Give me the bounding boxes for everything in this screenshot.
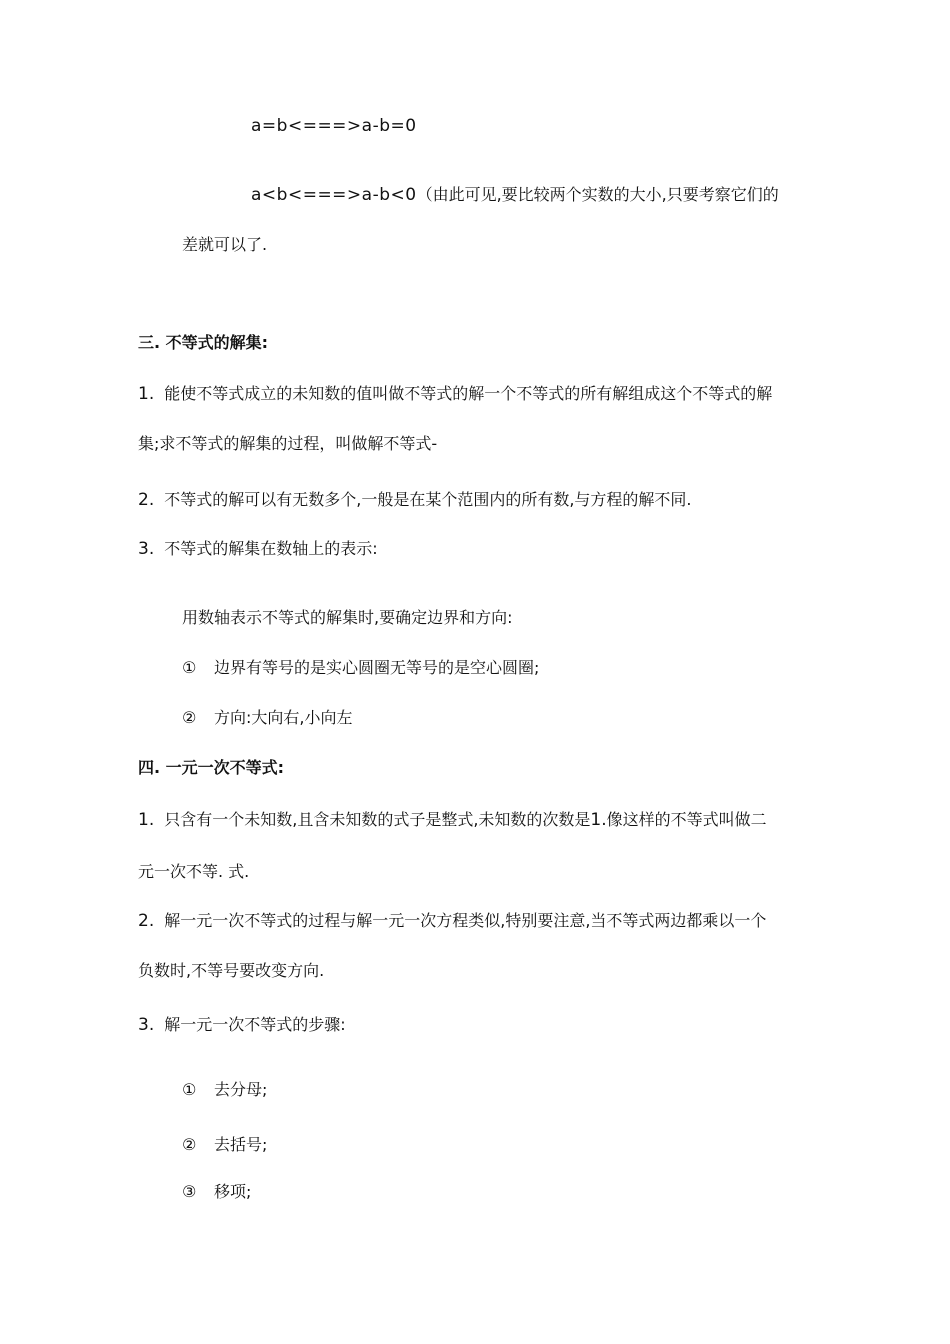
formula-equal: a=b<===>a-b=0	[251, 116, 417, 136]
item-number: 2.	[138, 911, 155, 931]
item-text: 解一元一次不等式的步骤:	[164, 1015, 346, 1034]
comparison-note: （由此可见,要比较两个实数的大小,只要考察它们的	[416, 185, 779, 204]
circled-number-1: ①	[182, 658, 197, 677]
item-text-end: 像这样的不等式叫做二	[606, 810, 767, 829]
circled-number-2: ②	[182, 1135, 197, 1154]
item-number: 3.	[138, 539, 155, 559]
step-1	[182, 1080, 267, 1100]
section-4-item-3	[138, 1015, 346, 1035]
sub-item-1	[182, 658, 539, 678]
formula-less-than: a<b<===>a-b<0	[251, 185, 417, 205]
section-4-item-1-continued: 元一次不等. 式.	[138, 862, 250, 881]
section-3-heading: 三. 不等式的解集:	[138, 333, 269, 352]
item-text: 只含有一个未知数,且含未知数的式子是整式,未知数的次数是	[164, 810, 591, 829]
item-text: 不等式的解可以有无数多个,一般是在某个范围内的所有数,与方程的解不同.	[164, 490, 692, 509]
circled-number-1: ①	[182, 1080, 197, 1099]
item-number: 3.	[138, 1015, 155, 1035]
degree-value: 1.	[590, 810, 607, 830]
step-text: 去括号;	[214, 1135, 268, 1154]
step-text: 去分母;	[214, 1080, 268, 1099]
circled-number-2: ②	[182, 708, 197, 727]
sub-item-2	[182, 708, 352, 728]
item-number: 2.	[138, 490, 155, 510]
comparison-note-continued: 差就可以了.	[182, 235, 268, 254]
sub-item-text: 边界有等号的是实心圆圈无等号的是空心圆圈;	[214, 658, 540, 677]
number-line-intro: 用数轴表示不等式的解集时,要确定边界和方向:	[182, 608, 513, 627]
section-3-item-1	[138, 384, 772, 404]
section-4-item-2	[138, 911, 766, 931]
formula-less-than-line	[251, 185, 779, 205]
item-text: 不等式的解集在数轴上的表示:	[164, 539, 378, 558]
item-number: 1.	[138, 384, 155, 404]
step-3	[182, 1182, 251, 1202]
section-4-item-2-continued: 负数时,不等号要改变方向.	[138, 961, 325, 980]
step-2	[182, 1135, 267, 1155]
step-text: 移项;	[214, 1182, 252, 1201]
item-number: 1.	[138, 810, 155, 830]
item-text: 解一元一次不等式的过程与解一元一次方程类似,特别要注意,当不等式两边都乘以一个	[164, 911, 767, 930]
section-3-item-2	[138, 490, 692, 510]
circled-number-3: ③	[182, 1182, 197, 1201]
item-text: 能使不等式成立的未知数的值叫做不等式的解一个不等式的所有解组成这个不等式的解	[164, 384, 773, 403]
section-4-heading: 四. 一元一次不等式:	[138, 758, 285, 777]
section-3-item-3	[138, 539, 378, 559]
section-3-item-1-continued: 集;求不等式的解集的过程，叫做解不等式-	[138, 434, 438, 453]
section-4-item-1	[138, 810, 767, 830]
sub-item-text: 方向:大向右,小向左	[214, 708, 353, 727]
